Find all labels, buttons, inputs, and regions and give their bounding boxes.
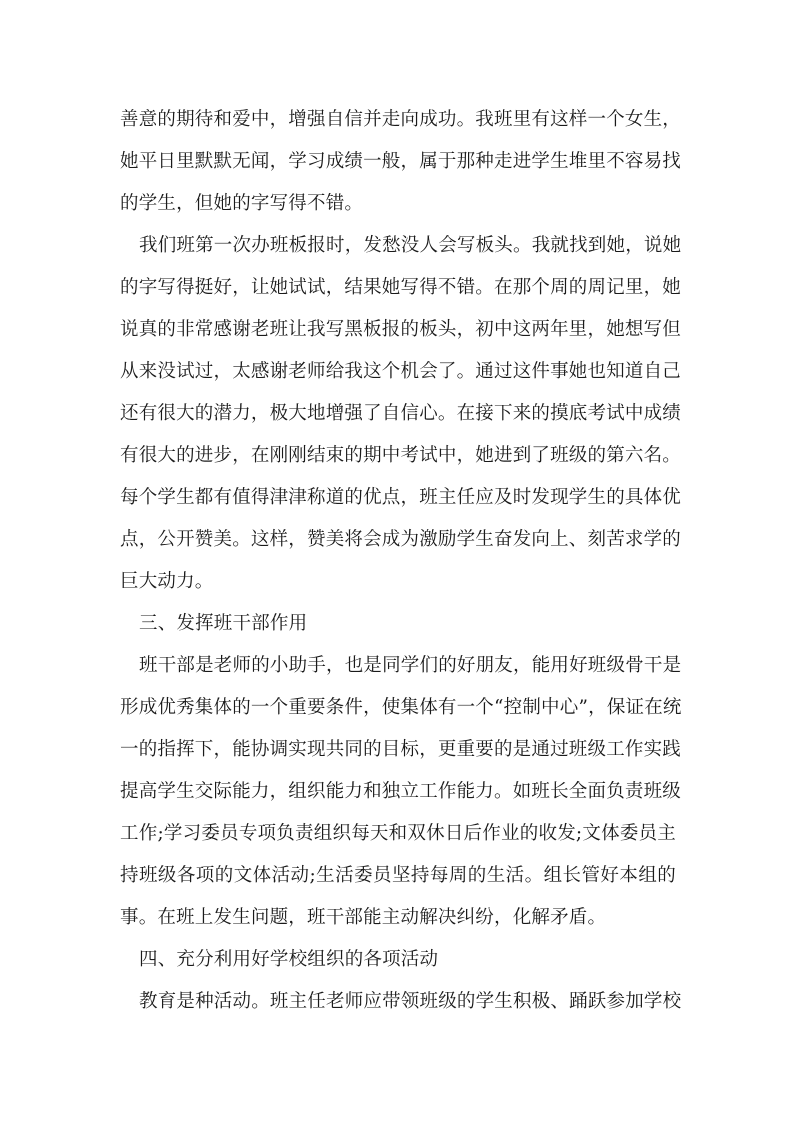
text-line: 工作;学习委员专项负责组织每天和双休日后作业的收发;文体委员主 bbox=[120, 823, 676, 844]
text-line: 持班级各项的文体活动;生活委员坚持每周的生活。组长管好本组的 bbox=[120, 865, 676, 886]
text-line: 形成优秀集体的一个重要条件，使集体有一个“控制中心”，保证在统 bbox=[120, 697, 682, 718]
section-heading: 四、充分利用好学校组织的各项活动 bbox=[139, 949, 439, 970]
text-line: 的字写得挺好，让她试试，结果她写得不错。在那个周的周记里，她 bbox=[120, 277, 682, 298]
text-line: 一的指挥下，能协调实现共同的目标，更重要的是通过班级工作实践 bbox=[120, 739, 682, 760]
section-heading: 三、发挥班干部作用 bbox=[139, 613, 308, 634]
text-line: 善意的期待和爱中，增强自信并走向成功。我班里有这样一个女生， bbox=[120, 109, 682, 130]
text-line: 点，公开赞美。这样，赞美将会成为激励学生奋发向上、刻苦求学的 bbox=[120, 529, 682, 550]
text-line: 我们班第一次办班板报时，发愁没人会写板头。我就找到她，说她 bbox=[139, 235, 682, 256]
text-line: 提高学生交际能力，组织能力和独立工作能力。如班长全面负责班级 bbox=[120, 781, 682, 802]
text-line: 巨大动力。 bbox=[120, 571, 214, 592]
text-line: 事。在班上发生问题，班干部能主动解决纠纷，化解矛盾。 bbox=[120, 907, 607, 928]
text-line: 说真的非常感谢老班让我写黑板报的板头，初中这两年里，她想写但 bbox=[120, 319, 682, 340]
text-line: 班干部是老师的小助手，也是同学们的好朋友，能用好班级骨干是 bbox=[139, 655, 682, 676]
text-line: 每个学生都有值得津津称道的优点，班主任应及时发现学生的具体优 bbox=[120, 487, 682, 508]
text-line: 有很大的进步，在刚刚结束的期中考试中，她进到了班级的第六名。 bbox=[120, 445, 682, 466]
text-line: 的学生，但她的字写得不错。 bbox=[120, 193, 364, 214]
text-line: 从来没试过，太感谢老师给我这个机会了。通过这件事她也知道自己 bbox=[120, 361, 682, 382]
text-line: 她平日里默默无闻，学习成绩一般，属于那种走进学生堆里不容易找 bbox=[120, 151, 682, 172]
text-line: 教育是种活动。班主任老师应带领班级的学生积极、踊跃参加学校 bbox=[139, 991, 682, 1012]
text-line: 还有很大的潜力，极大地增强了自信心。在接下来的摸底考试中成绩 bbox=[120, 403, 682, 424]
